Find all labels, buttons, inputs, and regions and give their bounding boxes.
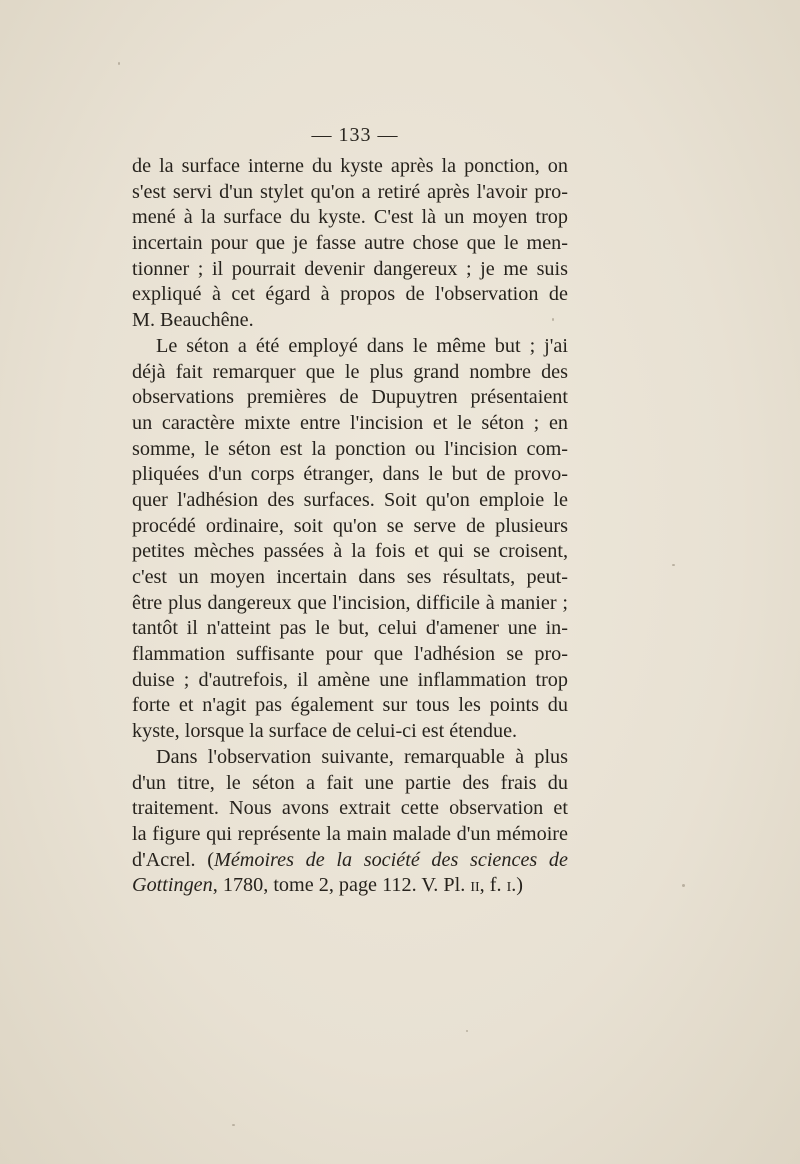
citation-end: .) xyxy=(511,874,524,897)
text-line: kyste, lorsque la surface de celui-ci est étendue. xyxy=(132,720,518,743)
text-line: de la surface interne du kyste après la ponction, on xyxy=(132,155,568,177)
text-line: somme, le séton est la ponction ou l'incision com- xyxy=(132,437,568,460)
text-line: tionner ; il pourrait devenir dangereux ; je me suis xyxy=(132,257,568,280)
citation-prefix: d'Acrel. ( xyxy=(132,848,214,871)
text-line: pliquées d'un corps étranger, dans le but de provo- xyxy=(132,463,568,486)
page-number: — 133 — xyxy=(311,124,399,146)
citation-line xyxy=(132,848,568,874)
citation-details: , 1780, tome 2, page 112. V. Pl. xyxy=(212,874,471,897)
paper-speck xyxy=(682,884,685,887)
citation-plate: ii xyxy=(470,874,480,897)
text-line: petites mèches passées à la fois et qui se croisent, xyxy=(132,540,568,563)
text-line: déjà fait remarquer que le plus grand nombre des xyxy=(132,360,568,383)
text-line: Le séton a été employé dans le même but ; j'ai xyxy=(156,334,568,357)
text-line: être plus dangereux que l'incision, difficile à manier ; xyxy=(132,591,568,614)
text-line: M. Beauchêne. xyxy=(132,309,254,332)
text-line: Dans l'observation suivante, remarquable à plus xyxy=(156,745,568,768)
text-line: un caractère mixte entre l'incision et le séton ; en xyxy=(132,411,568,434)
paper-speck xyxy=(552,318,554,321)
paper-speck xyxy=(672,564,675,566)
text-line: mené à la surface du kyste. C'est là un moyen trop xyxy=(132,206,568,229)
citation-line xyxy=(132,873,568,899)
citation-sep: , f. xyxy=(479,874,507,897)
text-line: quer l'adhésion des surfaces. Soit qu'on emploie le xyxy=(132,488,568,511)
citation-title: Mémoires de la société des sciences de xyxy=(214,848,568,871)
text-line: d'un titre, le séton a fait une partie des frais du xyxy=(132,771,568,794)
text-line: flammation suffisante pour que l'adhésion se pro- xyxy=(132,643,568,666)
text-line: expliqué à cet égard à propos de l'observation de xyxy=(132,283,568,306)
citation-title-end: Gottingen xyxy=(132,874,213,897)
citation-fig: i xyxy=(506,874,512,897)
text-line: s'est servi d'un stylet qu'on a retiré après l'avoir pro- xyxy=(132,180,568,203)
text-line: c'est un moyen incertain dans ses résultats, peut- xyxy=(132,566,568,588)
paper-speck xyxy=(232,1124,235,1126)
paper-speck xyxy=(466,1030,468,1032)
text-line: procédé ordinaire, soit qu'on se serve de plusieurs xyxy=(132,514,568,537)
text-line: observations premières de Dupuytren présentaient xyxy=(132,386,568,409)
text-line: tantôt il n'atteint pas le but, celui d'amener une in- xyxy=(132,617,568,640)
text-line: la figure qui représente la main malade d'un mémoire xyxy=(132,822,568,845)
text-line: incertain pour que je fasse autre chose que le men- xyxy=(132,232,568,255)
body-text xyxy=(132,154,568,899)
text-line: duise ; d'autrefois, il amène une inflammation trop xyxy=(132,668,568,691)
text-line: traitement. Nous avons extrait cette observation et xyxy=(132,797,568,820)
text-line: forte et n'agit pas également sur tous les points du xyxy=(132,694,568,717)
paper-speck xyxy=(118,62,120,65)
